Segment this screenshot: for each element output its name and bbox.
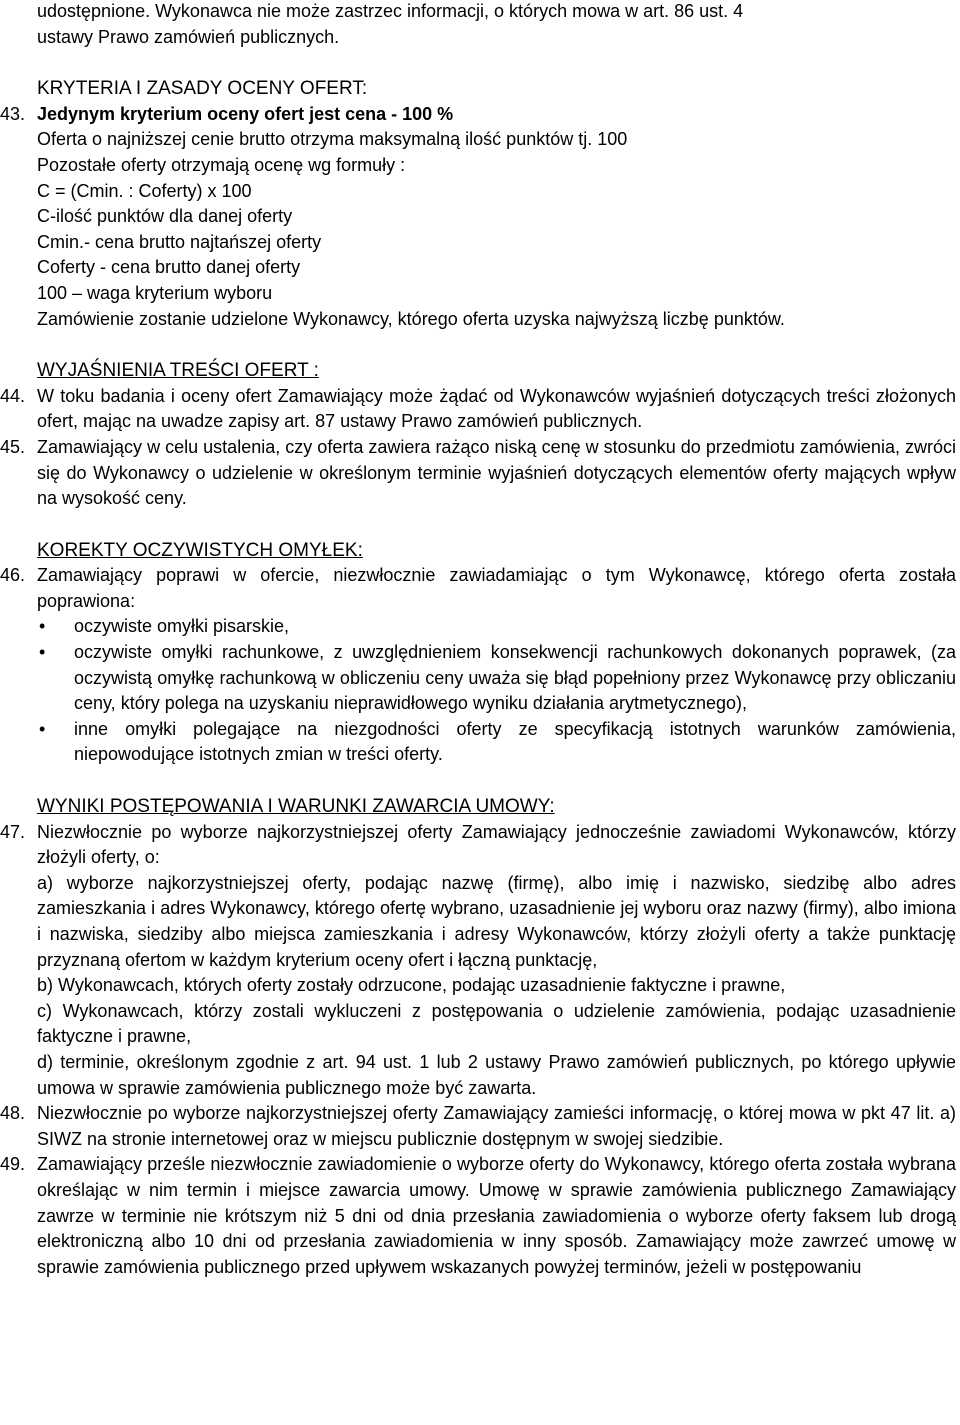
sub-item-d: d) terminie, określonym zgodnie z art. 94 ust. 1 lub 2 ustawy Prawo zamówień publicznych, po którego upływie umowa w sprawie zamówienia publicznego może być zawarta. — [37, 1051, 956, 1098]
bullet-icon: • — [39, 616, 46, 637]
item-number: 48. — [0, 1103, 26, 1124]
item-number: 47. — [0, 821, 26, 842]
item-text: Zamawiający prześle niezwłocznie zawiadomienie o wyborze oferty do Wykonawcy, którego oferta została wybrana określając w nim termin i miejsce zawarcia umowy. Umowę w sprawie zamówienia publicznego Zamawiający zawrze w terminie nie krótszym niż 5 dni od dnia przesłania zawiadomienia o wyborze oferty faksem lub drogą elektroniczną albo 10 dni od przesłania zawiadomienia w inny sposób. Zamawiający może zawrzeć umowę w sprawie zamówienia publicznego przed upływem wskazanych powyżej terminów, jeżeli w postępowaniu — [37, 1154, 956, 1277]
numbered-item-48 — [0, 1101, 956, 1152]
sub-item-b: b) Wykonawcach, których oferty zostały odrzucone, podając uzasadnienie faktyczne i prawne, — [37, 975, 786, 996]
sub-item-a: a) wyborze najkorzystniejszej oferty, podając nazwę (firmę), albo imię i nazwisko, siedzibę albo adres zamieszkania i adres Wykonawcy, którego ofertę wybrano, uzasadnienie jej wyboru oraz nazwy (firmy), albo imiona i nazwiska, siedziby albo miejsca zamieszkania i adresy Wykonawców, którzy złożyli oferty a także punktację przyznaną ofertom w każdym kryterium oceny ofert i łączną punktację, — [37, 872, 956, 970]
item-text: Niezwłocznie po wyborze najkorzystniejszej oferty Zamawiający zamieści informację, o której mowa w pkt 47 lit. a) SIWZ na stronie internetowej oraz w miejscu publicznie dostępnym w swojej siedzibie. — [37, 1103, 956, 1149]
bullet-item — [37, 640, 956, 717]
criteria-line: Zamówienie zostanie udzielone Wykonawcy, którego oferta uzyska najwyższą liczbę punktów. — [37, 308, 785, 329]
criteria-line: Oferta o najniższej cenie brutto otrzyma maksymalną ilość punktów tj. 100 — [37, 129, 628, 150]
numbered-item-46 — [0, 563, 956, 614]
item-text: Niezwłocznie po wyborze najkorzystniejszej oferty Zamawiający jednocześnie zawiadomi Wykonawców, którzy złożyli oferty, o: — [37, 821, 956, 868]
section-heading-kryteria: KRYTERIA I ZASADY OCENY OFERT: — [37, 78, 368, 100]
item-text: Zamawiający w celu ustalenia, czy oferta zawiera rażąco niską cenę w stosunku do przedmiotu zamówienia, zwróci się do Wykonawcy o udzielenie w określonym terminie wyjaśnień dotyczących elementów oferty mających wpływ na wysokość ceny. — [37, 436, 956, 509]
criteria-line: Pozostałe oferty otrzymają ocenę wg formuły : — [37, 154, 406, 175]
intro-line-1: udostępnione. Wykonawca nie może zastrzec informacji, o których mowa w art. 86 ust. 4 — [37, 1, 744, 21]
sub-item-c: c) Wykonawcach, którzy zostali wykluczeni z postępowania o udzielenie zamówienia, podając uzasadnienie faktyczne i prawne, — [37, 1000, 956, 1047]
section-heading-wyniki: WYNIKI POSTĘPOWANIA I WARUNKI ZAWARCIA UMOWY: — [37, 796, 555, 818]
bullet-item — [37, 717, 956, 768]
bullet-text: oczywiste omyłki rachunkowe, z uwzględnieniem konsekwencji rachunkowych dokonanych poprawek, (za oczywistą omyłkę rachunkową w obliczeniu ceny uważa się błąd popełniony przez Wykonawcę przy obliczaniu ceny, który polega na uzyskaniu nieprawidłowego wyniku działania arytmetycznego), — [74, 642, 956, 714]
criteria-line: 100 – waga kryterium wyboru — [37, 282, 273, 303]
numbered-item-47 — [0, 820, 956, 871]
criteria-line: Coferty - cena brutto danej oferty — [37, 257, 301, 278]
item-number: 46. — [0, 565, 26, 586]
criteria-line: C-ilość punktów dla danej oferty — [37, 206, 293, 227]
item-number-43: 43. — [0, 103, 26, 124]
item-text: W toku badania i oceny ofert Zamawiający może żądać od Wykonawców wyjaśnień dotyczących treści złożonych ofert, mając na uwadze zapisy art. 87 ustawy Prawo zamówień publicznych. — [37, 385, 956, 432]
criteria-line: Cmin.- cena brutto najtańszej oferty — [37, 231, 322, 252]
bullet-text: oczywiste omyłki pisarskie, — [74, 616, 290, 637]
numbered-item-44 — [0, 384, 956, 435]
numbered-item-45 — [0, 435, 956, 512]
section-heading-korekty: KOREKTY OCZYWISTYCH OMYŁEK: — [37, 539, 363, 561]
criteria-line: C = (Cmin. : Coferty) x 100 — [37, 180, 252, 201]
numbered-item-49 — [0, 1152, 956, 1280]
item-number: 45. — [0, 436, 26, 457]
bullet-item — [37, 614, 956, 640]
bullet-icon: • — [39, 718, 46, 739]
intro-line-2: ustawy Prawo zamówień publicznych. — [37, 26, 340, 47]
section-heading-wyjasnienia: WYJAŚNIENIA TREŚCI OFERT : — [37, 360, 319, 382]
item-number: 44. — [0, 385, 26, 406]
item-text: Zamawiający poprawi w ofercie, niezwłocznie zawiadamiając o tym Wykonawcę, którego oferta została poprawiona: — [37, 565, 956, 611]
item-title-43: Jedynym kryterium oceny ofert jest cena - 100 % — [37, 103, 454, 124]
bullet-icon: • — [39, 642, 46, 663]
bullet-text: inne omyłki polegające na niezgodności oferty ze specyfikacją istotnych warunków zamówienia, niepowodujące istotnych zmian w treści oferty. — [74, 718, 956, 765]
item-number: 49. — [0, 1154, 26, 1175]
